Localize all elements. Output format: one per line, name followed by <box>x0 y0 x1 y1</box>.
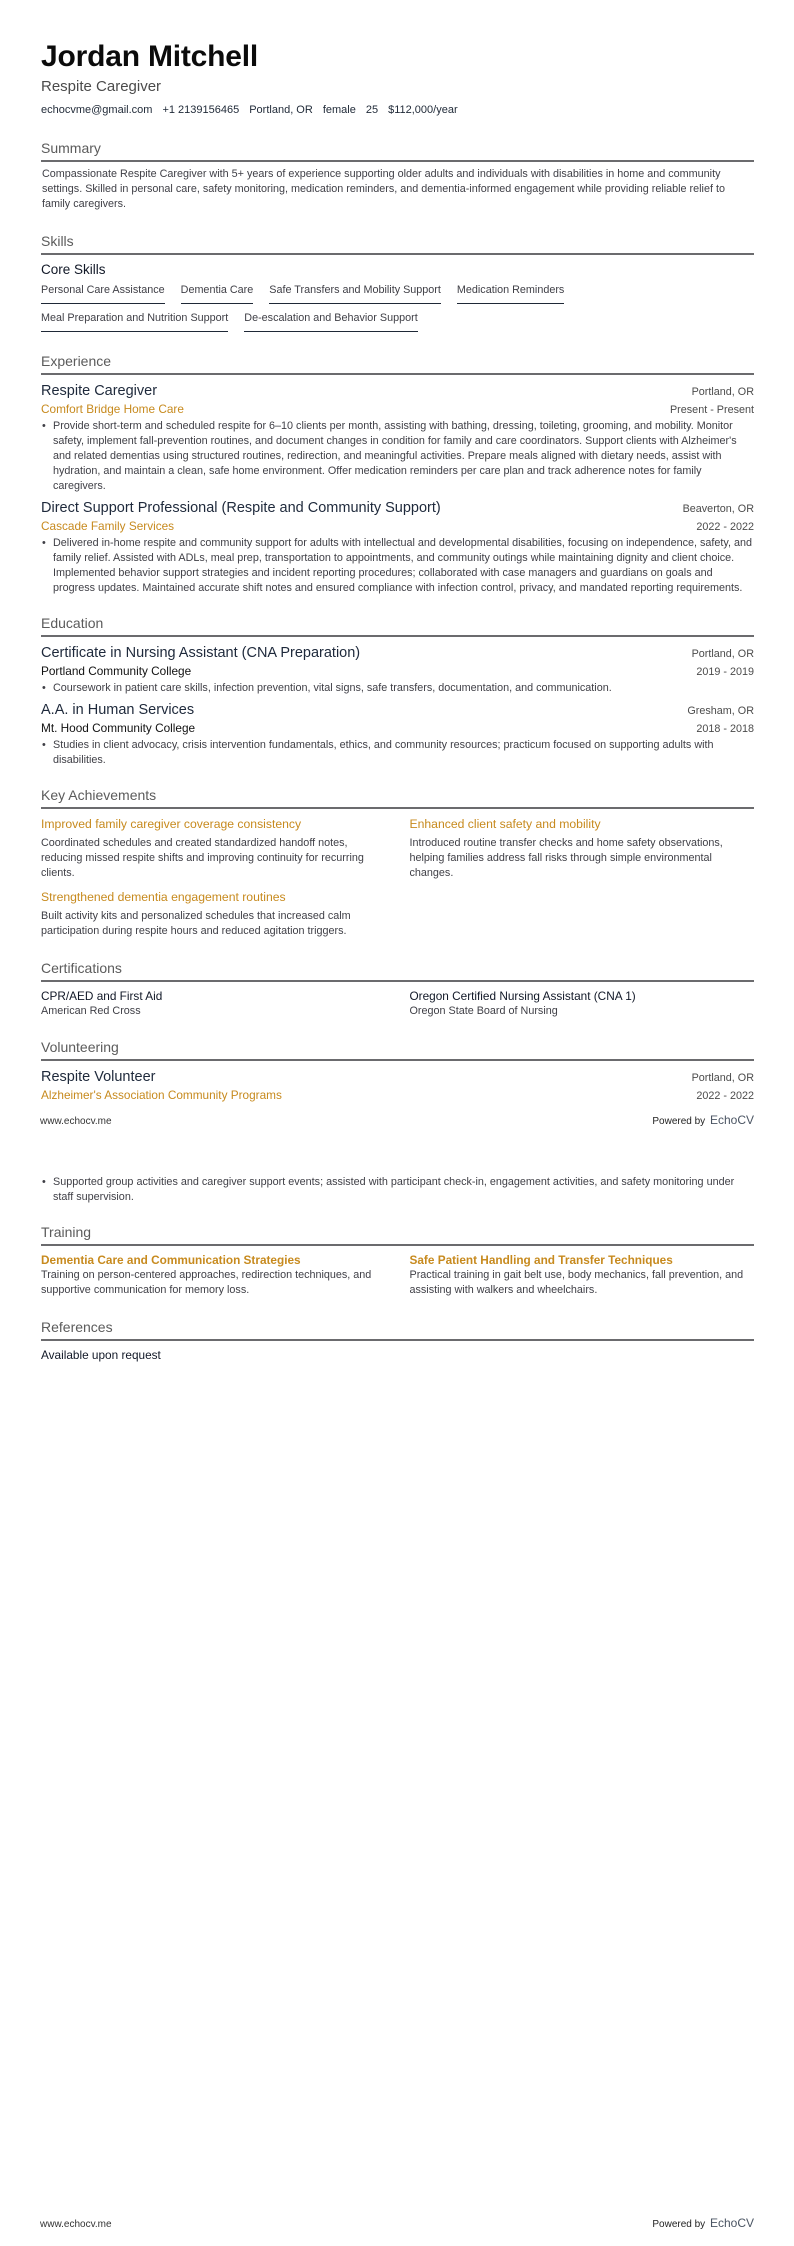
section-heading-training: Training <box>41 1223 754 1246</box>
powered-by-label: Powered by <box>652 2219 706 2230</box>
volunteer-bullets <box>41 1175 754 1205</box>
training-text: Training on person-centered approaches, redirection techniques, and supportive communication for memory loss. <box>41 1269 372 1296</box>
job-title: Direct Support Professional (Respite and Community Support) <box>41 500 441 516</box>
skill-tag: Safe Transfers and Mobility Support <box>269 282 441 304</box>
summary-section <box>41 139 754 212</box>
section-heading-certifications: Certifications <box>41 959 754 982</box>
bullet-item: • Studies in client advocacy, crisis intervention fundamentals, ethics, and community resources; practicum focused on supporting adults with disabilities. <box>41 738 754 768</box>
school-location: Gresham, OR <box>687 705 754 717</box>
certification-name: CPR/AED and First Aid <box>41 989 163 1003</box>
achievement-item <box>41 816 386 881</box>
footer-website-link[interactable]: www.echocv.me <box>40 1116 112 1127</box>
section-heading-summary: Summary <box>41 139 754 162</box>
training-title: Dementia Care and Communication Strategies <box>41 1253 301 1267</box>
achievement-title: Enhanced client safety and mobility <box>409 817 601 831</box>
contact-line <box>41 103 754 117</box>
job-company: Cascade Family Services <box>41 519 175 533</box>
training-title: Safe Patient Handling and Transfer Techniques <box>409 1253 673 1267</box>
certification-item <box>41 988 386 1018</box>
training-grid <box>41 1252 754 1298</box>
volunteering-section <box>41 1038 754 1103</box>
contact-location: Portland, OR <box>249 104 313 116</box>
certification-item <box>410 988 755 1018</box>
section-heading-volunteering: Volunteering <box>41 1038 754 1061</box>
achievement-title: Improved family caregiver coverage consistency <box>41 817 302 831</box>
certification-name: Oregon Certified Nursing Assistant (CNA 1) <box>409 989 636 1003</box>
volunteer-org: Alzheimer's Association Community Programs <box>41 1088 282 1102</box>
training-item <box>410 1252 755 1298</box>
certification-issuer: Oregon State Board of Nursing <box>409 1005 558 1017</box>
footer-powered-by <box>652 2216 754 2230</box>
school-name: Portland Community College <box>41 664 192 678</box>
education-section <box>41 614 754 768</box>
skill-tag: Dementia Care <box>181 282 254 304</box>
education-entry <box>41 701 754 768</box>
certifications-grid <box>41 988 754 1018</box>
bullet-item: • Provide short-term and scheduled respite for 6–10 clients per month, assisting with bathing, dressing, toileting, grooming, and mobility. Monitor safety, implement fall-prevention routines, and document changes in condition for family and care coordinators. Support clients with Alzheimer's and related dementias using structured routines, redirection, and meaningful activities. Prepare meals aligned with dietary needs, assist with hydration, and maintain a clean, safe home environment. Offer medication reminders per care plan and track adherence notes for family caregivers. <box>41 419 754 494</box>
section-heading-skills: Skills <box>41 232 754 255</box>
achievement-item <box>410 816 755 881</box>
education-bullets <box>41 738 754 768</box>
volunteer-title: Respite Volunteer <box>41 1069 156 1085</box>
bullet-item: • Coursework in patient care skills, infection prevention, vital signs, safe transfers, documentation, and communication. <box>41 681 754 696</box>
resume-page-2 <box>0 1123 794 2246</box>
achievement-item <box>41 889 386 939</box>
footer-website-link[interactable]: www.echocv.me <box>40 2219 112 2230</box>
resume-header <box>41 40 754 117</box>
volunteer-dates: 2022 - 2022 <box>696 1090 754 1102</box>
degree-title: Certificate in Nursing Assistant (CNA Preparation) <box>41 645 361 661</box>
experience-entry <box>41 382 754 494</box>
education-dates: 2018 - 2018 <box>696 723 754 735</box>
achievement-text: Built activity kits and personalized schedules that increased calm participation during respite hours and reduced agitation triggers. <box>41 910 351 937</box>
job-bullets <box>41 536 754 596</box>
training-item <box>41 1252 386 1298</box>
footer-brand-link[interactable]: EchoCV <box>709 2216 754 2230</box>
school-location: Portland, OR <box>691 648 754 660</box>
skills-group-title: Core Skills <box>41 262 106 277</box>
skill-tag: De-escalation and Behavior Support <box>244 310 417 332</box>
certification-issuer: American Red Cross <box>41 1005 141 1017</box>
contact-salary: $112,000/year <box>388 104 458 116</box>
candidate-name: Jordan Mitchell <box>41 40 259 73</box>
volunteer-location: Portland, OR <box>691 1072 754 1084</box>
contact-age: 25 <box>365 104 379 116</box>
section-heading-references: References <box>41 1318 754 1341</box>
section-heading-experience: Experience <box>41 352 754 375</box>
section-heading-education: Education <box>41 614 754 637</box>
candidate-title: Respite Caregiver <box>41 78 162 95</box>
achievement-title: Strengthened dementia engagement routines <box>41 890 286 904</box>
skill-tags <box>41 282 754 338</box>
footer-brand-link[interactable]: EchoCV <box>709 1113 754 1127</box>
skills-section <box>41 232 754 338</box>
achievements-section <box>41 786 754 947</box>
school-name: Mt. Hood Community College <box>41 721 196 735</box>
job-dates: 2022 - 2022 <box>696 521 754 533</box>
certifications-section <box>41 959 754 1018</box>
page-footer <box>40 2216 754 2230</box>
bullet-item: • Supported group activities and caregiver support events; assisted with participant check-in, engagement activities, and safety monitoring under staff supervision. <box>41 1175 754 1205</box>
skill-tag: Medication Reminders <box>457 282 564 304</box>
education-bullets <box>41 681 754 696</box>
job-bullets <box>41 419 754 494</box>
experience-section <box>41 352 754 596</box>
education-dates: 2019 - 2019 <box>696 666 754 678</box>
volunteering-entry <box>41 1068 754 1103</box>
training-text: Practical training in gait belt use, body mechanics, fall prevention, and assisting with walkers and wheelchairs. <box>409 1269 744 1296</box>
degree-title: A.A. in Human Services <box>41 702 195 718</box>
skill-tag: Meal Preparation and Nutrition Support <box>41 310 228 332</box>
bullet-item: • Delivered in-home respite and community support for adults with intellectual and developmental disabilities, focusing on independence, safety, and family relief. Assisted with ADLs, meal prep, transportation to appointments, and community outings while maintaining dignity and client choice. Implemented behavior support strategies and incident reporting procedures; collaborated with case managers and guardians on goals and progress updates. Maintained accurate shift notes and ensured compliance with infection control, privacy, and mandated reporting requirements. <box>41 536 754 596</box>
job-dates: Present - Present <box>669 404 754 416</box>
summary-text: Compassionate Respite Caregiver with 5+ years of experience supporting older adults and individuals with disabilities in home and community settings. Skilled in personal care, safety monitoring, medication reminders, and dementia-informed engagement while providing reliable relief to family caregivers. <box>42 168 725 210</box>
references-section <box>41 1318 754 1363</box>
contact-email: echocvme@gmail.com <box>41 104 153 116</box>
section-heading-achievements: Key Achievements <box>41 786 754 809</box>
contact-gender: female <box>322 104 356 116</box>
job-location: Portland, OR <box>691 386 754 398</box>
achievement-text: Introduced routine transfer checks and home safety observations, helping families address fall risks through simple environmental changes. <box>409 837 723 879</box>
contact-phone: +1 2139156465 <box>162 104 240 116</box>
education-entry <box>41 644 754 696</box>
achievements-grid <box>41 816 754 947</box>
experience-entry <box>41 499 754 596</box>
job-company: Comfort Bridge Home Care <box>41 402 184 416</box>
references-text: Available upon request <box>41 1348 161 1362</box>
skill-tag: Personal Care Assistance <box>41 282 165 304</box>
training-section <box>41 1223 754 1298</box>
job-location: Beaverton, OR <box>682 503 754 515</box>
job-title: Respite Caregiver <box>41 383 158 399</box>
powered-by-label: Powered by <box>652 1116 706 1127</box>
achievement-text: Coordinated schedules and created standardized handoff notes, reducing missed respite shifts and improving continuity for recurring clients. <box>41 837 364 879</box>
